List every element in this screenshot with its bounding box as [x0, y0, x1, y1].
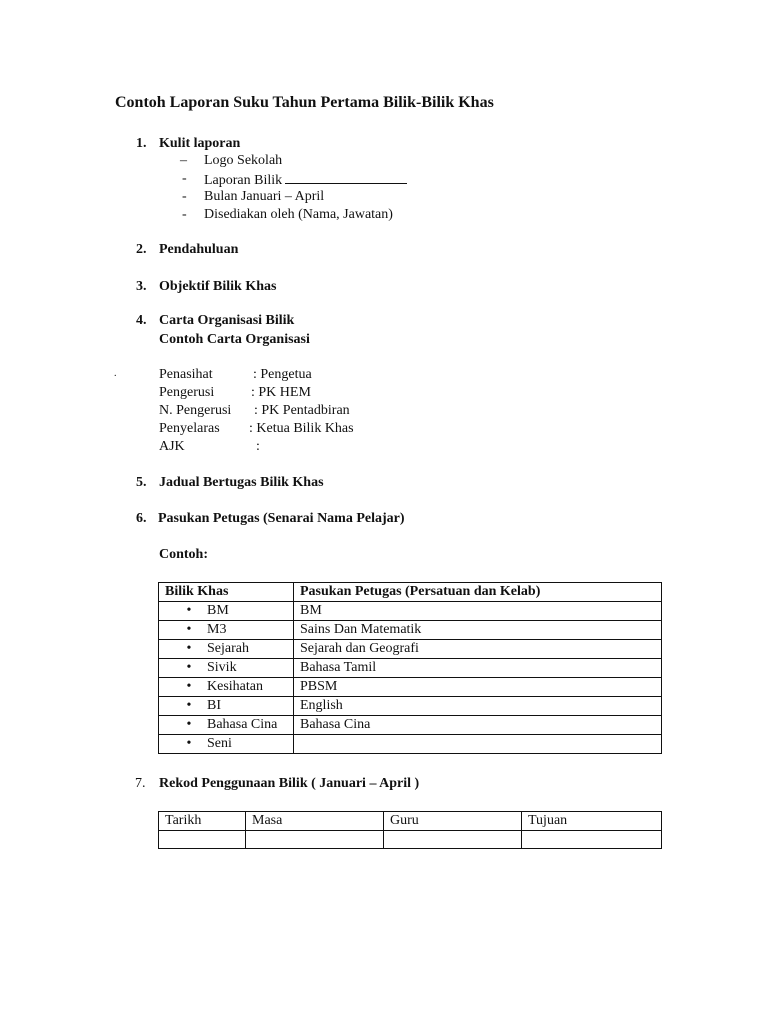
- table-row: [159, 735, 662, 754]
- table-cell: [159, 735, 294, 754]
- table-row: [159, 831, 662, 849]
- section-heading: Pendahuluan: [159, 242, 239, 257]
- cell-text: BI: [207, 698, 221, 713]
- bullet-icon: •: [186, 736, 192, 751]
- table-cell: Sains Dan Matematik: [294, 621, 662, 640]
- section-heading: Carta Organisasi Bilik: [159, 313, 295, 328]
- list-item: Logo Sekolah: [204, 153, 283, 168]
- table-header-row: [159, 812, 662, 831]
- bullet-icon: •: [186, 641, 192, 656]
- org-role: AJK: [159, 439, 185, 454]
- section-heading: Objektif Bilik Khas: [159, 279, 277, 294]
- table-header-row: [159, 583, 662, 602]
- list-marker: -: [182, 207, 187, 222]
- bullet-icon: •: [186, 660, 192, 675]
- table-row: [159, 697, 662, 716]
- table-cell: English: [294, 697, 662, 716]
- table-cell: [159, 697, 294, 716]
- section-heading: Pasukan Petugas (Senarai Nama Pelajar): [158, 511, 405, 526]
- table-cell: [384, 831, 522, 849]
- table-cell: [159, 602, 294, 621]
- list-item: Bulan Januari – April: [204, 189, 325, 204]
- org-value: :: [256, 439, 260, 454]
- section-subheading: Contoh:: [159, 547, 209, 562]
- cell-text: Sivik: [207, 660, 237, 675]
- section-number: 1.: [136, 136, 147, 151]
- section-heading: Rekod Penggunaan Bilik ( Januari – April ): [159, 776, 420, 791]
- table-header-cell: Guru: [384, 812, 522, 831]
- cell-text: M3: [207, 622, 227, 637]
- org-value: : Pengetua: [253, 367, 312, 382]
- section-heading: Kulit laporan: [159, 136, 241, 151]
- section-number: 2.: [136, 242, 147, 257]
- list-marker: –: [180, 153, 187, 168]
- table-row: [159, 716, 662, 735]
- cell-text: Bahasa Cina: [207, 717, 278, 732]
- table-row: [159, 640, 662, 659]
- list-item: [204, 171, 407, 189]
- table-row: [159, 602, 662, 621]
- table-cell: [159, 659, 294, 678]
- table-cell: [159, 678, 294, 697]
- section-number: 6.: [136, 511, 147, 526]
- section-heading: Jadual Bertugas Bilik Khas: [159, 475, 324, 490]
- stray-mark: .: [114, 368, 117, 379]
- table-cell: PBSM: [294, 678, 662, 697]
- cell-text: BM: [207, 603, 229, 618]
- org-role: Penasihat: [159, 367, 213, 382]
- cell-text: Seni: [207, 736, 232, 751]
- table-row: [159, 678, 662, 697]
- table-row: [159, 621, 662, 640]
- bullet-icon: •: [186, 622, 192, 637]
- table-header-cell: Masa: [246, 812, 384, 831]
- table-header-cell: Tujuan: [522, 812, 662, 831]
- list-marker: -: [182, 171, 187, 186]
- usage-table: [158, 811, 662, 849]
- table-cell: Bahasa Cina: [294, 716, 662, 735]
- list-item-text: Laporan Bilik: [204, 173, 283, 188]
- bullet-icon: •: [186, 717, 192, 732]
- blank-line: [285, 171, 407, 184]
- list-item: Disediakan oleh (Nama, Jawatan): [204, 207, 393, 222]
- bullet-icon: •: [186, 679, 192, 694]
- section-number: 7.: [135, 776, 146, 791]
- table-header-cell: Pasukan Petugas (Persatuan dan Kelab): [294, 583, 662, 602]
- list-marker: -: [182, 189, 187, 204]
- bullet-icon: •: [186, 698, 192, 713]
- table-cell: Bahasa Tamil: [294, 659, 662, 678]
- org-role: N. Pengerusi: [159, 403, 232, 418]
- cell-text: Sejarah: [207, 641, 249, 656]
- org-value: : Ketua Bilik Khas: [249, 421, 354, 436]
- table-cell: [522, 831, 662, 849]
- bullet-icon: •: [186, 603, 192, 618]
- table-cell: Sejarah dan Geografi: [294, 640, 662, 659]
- table-header-cell: Tarikh: [159, 812, 246, 831]
- section-number: 3.: [136, 279, 147, 294]
- table-header-cell: Bilik Khas: [159, 583, 294, 602]
- table-cell: BM: [294, 602, 662, 621]
- table-cell: [246, 831, 384, 849]
- org-value: : PK HEM: [251, 385, 311, 400]
- org-value: : PK Pentadbiran: [254, 403, 350, 418]
- page-title: Contoh Laporan Suku Tahun Pertama Bilik-Bilik Khas: [115, 94, 494, 111]
- duty-table: [158, 582, 662, 754]
- table-cell: [159, 621, 294, 640]
- section-number: 4.: [136, 313, 147, 328]
- table-cell: [159, 831, 246, 849]
- section-number: 5.: [136, 475, 147, 490]
- table-cell: [294, 735, 662, 754]
- table-row: [159, 659, 662, 678]
- table-cell: [159, 716, 294, 735]
- section-subheading: Contoh Carta Organisasi: [159, 332, 310, 347]
- org-role: Penyelaras: [159, 421, 220, 436]
- cell-text: Kesihatan: [207, 679, 263, 694]
- table-cell: [159, 640, 294, 659]
- org-role: Pengerusi: [159, 385, 215, 400]
